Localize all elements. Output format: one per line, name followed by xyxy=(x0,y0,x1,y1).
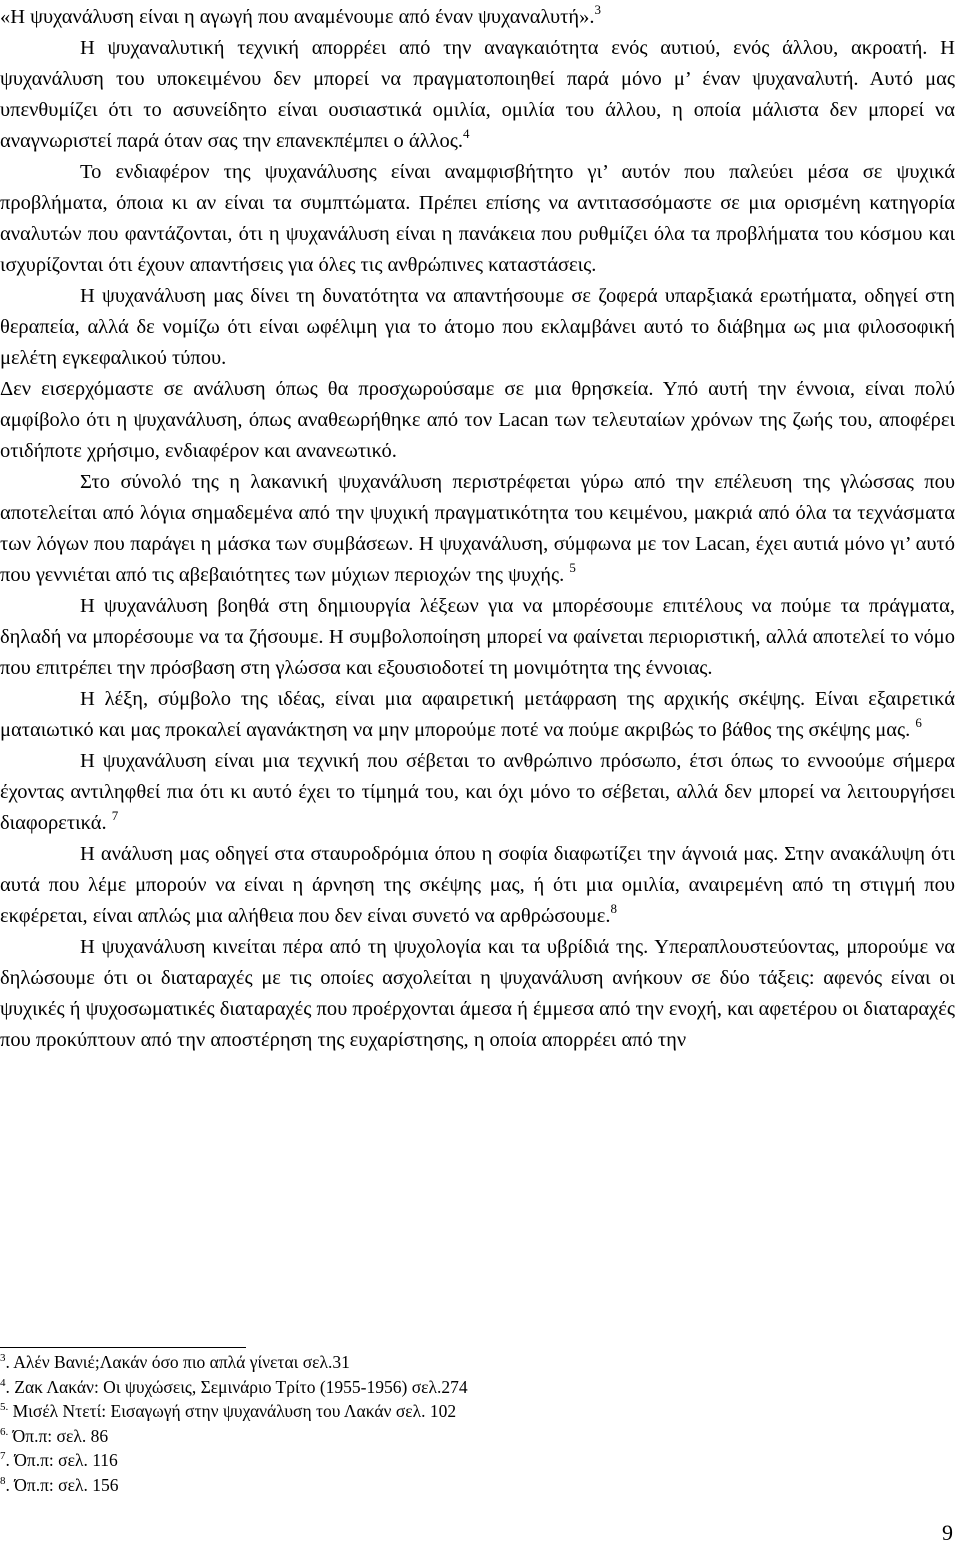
footnote-number: 3 xyxy=(0,1352,6,1364)
footnote: $^8$. Όπ.π: σελ. 156 xyxy=(0,1474,119,1495)
footnote-number: 7 xyxy=(0,1450,6,1462)
paragraph: Η ανάλυση μας οδηγεί στα σταυροδρόμια όπου η σοφία διαφωτίζει την άγνοιά μας. Στην ανακάλυψη ότι αυτά που λέμε μπορούν να είναι η άρνηση της σκέψης μας, ή ότι μια ομιλία, αναιρεμένη από τη στιγμή που εκφέρεται, είναι απλώς μια αλήθεια που δεν είναι συνετό να αρθρώσουμε.$^8$ xyxy=(0,843,955,927)
footnote-ref: 3 xyxy=(594,2,602,17)
body-text xyxy=(0,2,955,1056)
footnotes xyxy=(0,1350,700,1497)
paragraph: Το ενδιαφέρον της ψυχανάλυσης είναι αναμφισβήτητο γι’ αυτόν που παλεύει μέσα σε ψυχικά προβλήματα, όποια κι αν είναι τα συμπτώματα. Πρέπει επίσης να αντιτασσόμαστε σε μια ορισμένη κατηγορία αναλυτών που φαντάζονται, ότι η ψυχανάλυση είναι η πανάκεια που ρυθμίζει όλα τα προβλήματα του κόσμου και ισχυρίζονται ότι έχουν απαντήσεις για όλες τις ανθρώπινες καταστάσεις. xyxy=(0,161,955,276)
footnote: $^{6.}$ Όπ.π: σελ. 86 xyxy=(0,1425,109,1446)
footnote-ref: 4 xyxy=(463,126,470,141)
footnote-number: 4 xyxy=(0,1376,6,1389)
footnote-ref: 6 xyxy=(915,715,922,730)
footnote-number: 8 xyxy=(0,1474,6,1487)
footnote: $^3$. Αλέν Βανιέ;Λακάν όσο πιο απλά γίνεται σελ.31 xyxy=(0,1352,350,1372)
paragraph: Η ψυχανάλυση μας δίνει τη δυνατότητα να απαντήσουμε σε ζοφερά υπαρξιακά ερωτήματα, οδηγεί στη θεραπεία, αλλά δε νομίζω ότι είναι ωφέλιμη για το άτομο που εκλαμβάνει αυτό το διάβημα ως μια φιλοσοφική μελέτη εγκεφαλικού τύπου. xyxy=(0,285,955,369)
paragraph: Η λέξη, σύμβολο της ιδέας, είναι μια αφαιρετική μετάφραση της αρχικής σκέψης. Είναι εξαιρετικά ματαιωτικό και μας προκαλεί αγανάκτηση να μην μπορούμε ποτέ να πούμε ακριβώς το βάθος της σκέψης μας. $^6$ xyxy=(0,688,955,741)
page-number: 9 xyxy=(942,1520,953,1545)
footnote-number: 6. xyxy=(0,1425,9,1438)
paragraph: Δεν εισερχόμαστε σε ανάλυση όπως θα προσχωρούσαμε σε μια θρησκεία. Υπό αυτή την έννοια, είναι πολύ αμφίβολο ότι η ψυχανάλυση, όπως αναθεωρήθηκε από τον Lacan των τελευταίων χρόνων της ζωής του, αποφέρει οτιδήποτε χρήσιμο, ενδιαφέρον και ανανεωτικό. xyxy=(0,378,955,462)
paragraph-quote: «Η ψυχανάλυση είναι η αγωγή που αναμένουμε από έναν ψυχαναλυτή».$^3$ xyxy=(0,2,602,28)
footnote-separator xyxy=(0,1347,246,1348)
footnote-ref: 5 xyxy=(569,560,576,575)
paragraph: Η ψυχανάλυση κινείται πέρα από τη ψυχολογία και τα υβρίδιά της. Υπεραπλουστεύοντας, μπορούμε να δηλώσουμε ότι οι διαταραχές με τις οποίες ασχολείται η ψυχανάλυση ανήκουν σε δύο τάξεις: αφενός είναι οι ψυχικές ή ψυχοσωματικές διαταραχές που προέρχονται άμεσα ή έμμεσα από την ενοχή, και αφετέρου οι διαταραχές που προκύπτουν από την αποστέρηση της ευχαρίστησης, η οποία απορρέει από την xyxy=(0,936,955,1051)
paragraph: Η ψυχαναλυτική τεχνική απορρέει από την αναγκαιότητα ενός αυτιού, ενός άλλου, ακροατή. Η ψυχανάλυση του υποκειμένου δεν μπορεί να πραγματοποιηθεί παρά μόνο μ’ έναν ψυχαναλυτή. Αυτό μας υπενθυμίζει ότι το ασυνείδητο είναι ουσιαστικά ομιλία, ομιλία του άλλου, η οποία μάλιστα δεν μπορεί να αναγνωριστεί παρά όταν σας την επανεκπέμπει ο άλλος.$^4$ xyxy=(0,37,955,152)
footnote: $^7$. Όπ.π: σελ. 116 xyxy=(0,1450,118,1470)
footnote-ref: 7 xyxy=(111,808,119,823)
paragraph: Η ψυχανάλυση είναι μια τεχνική που σέβεται το ανθρώπινο πρόσωπο, έτσι όπως το εννοούμε σήμερα έχοντας αντιληφθεί πια ότι κι αυτό έχει το τίμημά του, και όχι μόνο το σέβεται, αλλά δεν μπορεί να λειτουργήσει διαφορετικά. $^7$ xyxy=(0,750,955,834)
footnote-number: 5. xyxy=(0,1401,9,1413)
footnote: $^4$. Ζακ Λακάν: Οι ψυχώσεις, Σεμινάριο Τρίτο (1955-1956) σελ.274 xyxy=(0,1376,468,1397)
paragraph: Η ψυχανάλυση βοηθά στη δημιουργία λέξεων για να μπορέσουμε επιτέλους να πούμε τα πράγματα, δηλαδή να μπορέσουμε να τα ζήσουμε. Η συμβολοποίηση μπορεί να φαίνεται περιοριστική, αλλά αποτελεί το νόμο που επιτρέπει την πρόσβαση στη γλώσσα και εξουσιοδοτεί τη μονιμότητα της έννοιας. xyxy=(0,595,955,679)
footnote-ref: 8 xyxy=(610,901,618,916)
paragraph: Στο σύνολό της η λακανική ψυχανάλυση περιστρέφεται γύρω από την επέλευση της γλώσσας που αποτελείται από λόγια σημαδεμένα από την ψυχική πραγματικότητα του κειμένου, μακριά από όλα τα τεχνάσματα των λόγων που παράγει η μάσκα των συμβάσεων. Η ψυχανάλυση, σύμφωνα με τον Lacan, έχει αυτιά μόνο γι’ αυτό που γεννιέται από τις αβεβαιότητες των μύχιων περιοχών της ψυχής. $^5$ xyxy=(0,471,955,586)
footnote: $^{5.}$ Μισέλ Ντετί: Εισαγωγή στην ψυχανάλυση του Λακάν σελ. 102 xyxy=(0,1401,457,1421)
